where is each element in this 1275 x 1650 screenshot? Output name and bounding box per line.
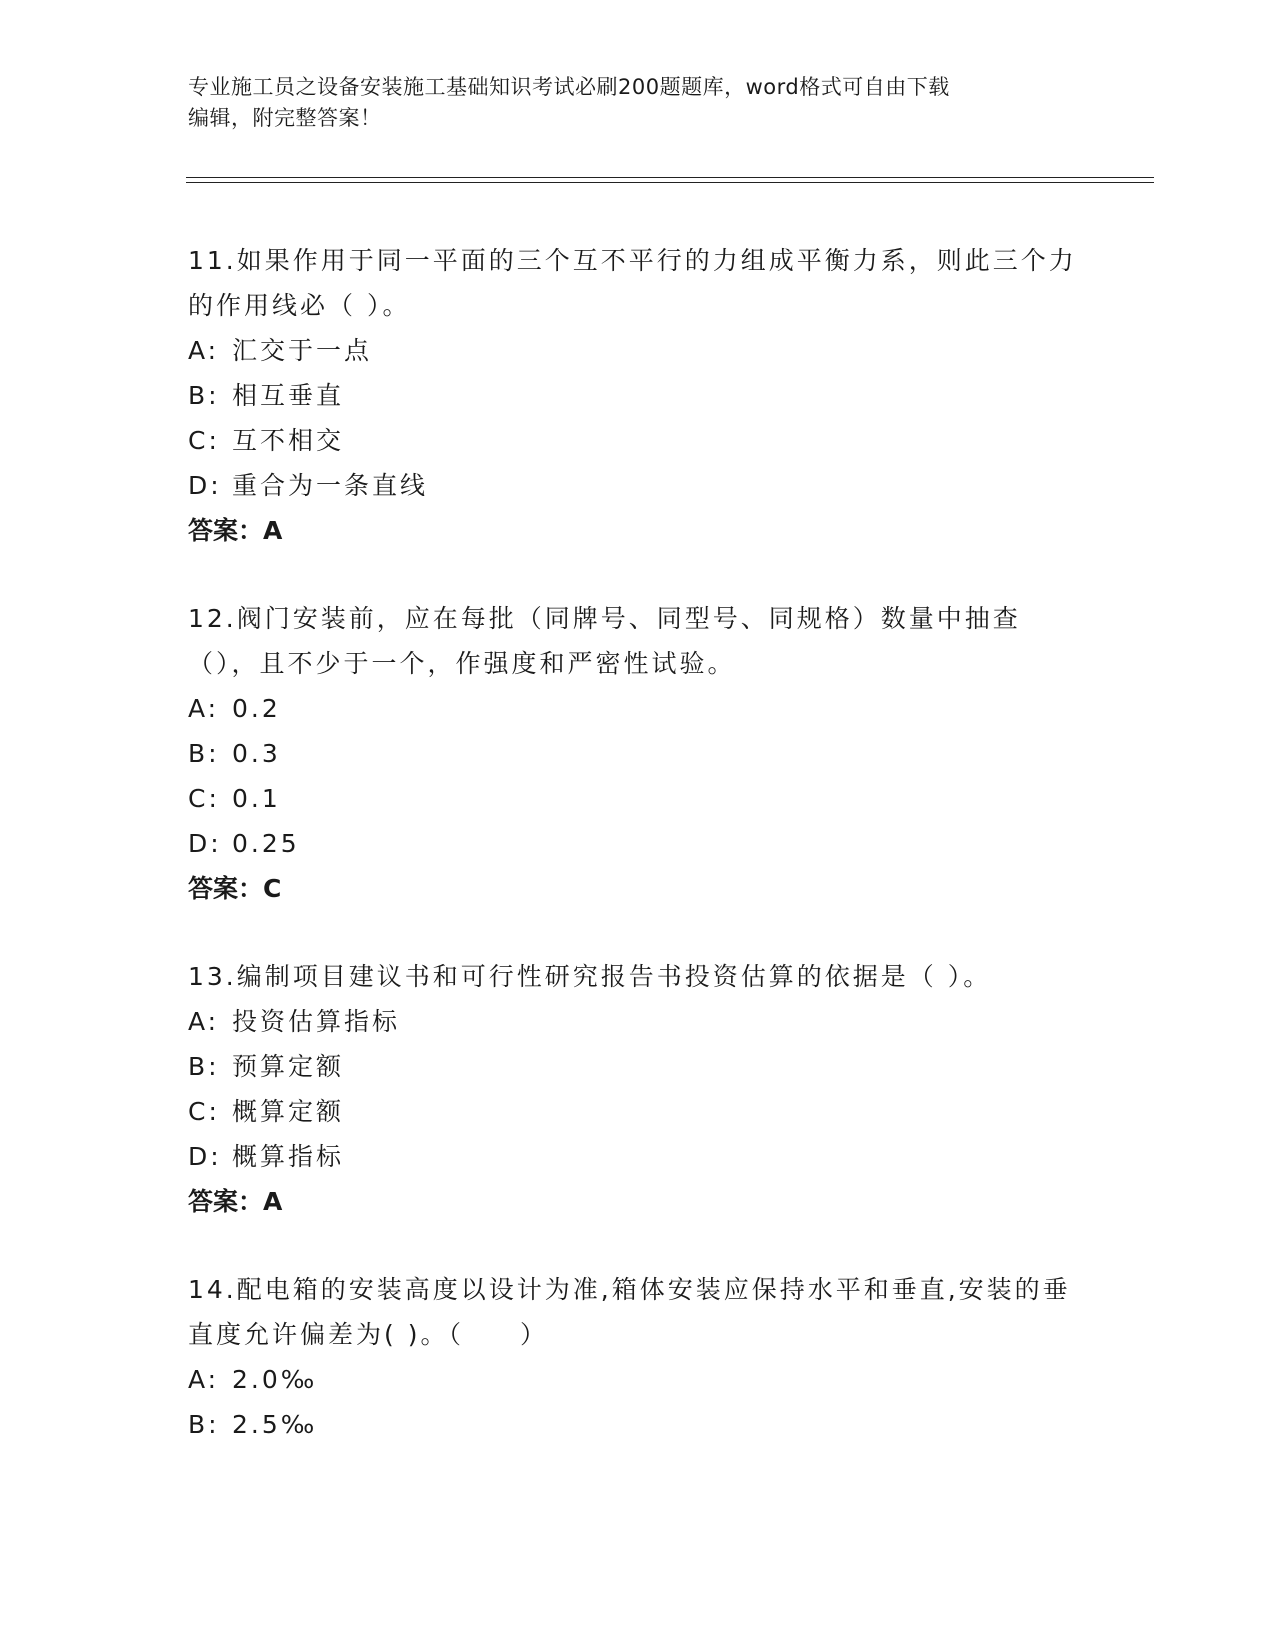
answer-line: 答案：A	[188, 1187, 283, 1216]
option-letter: D:	[188, 471, 222, 500]
option-letter: D:	[188, 829, 222, 858]
option-a	[188, 686, 1088, 731]
question-block-11	[188, 238, 1088, 553]
document-header	[188, 72, 1068, 134]
option-d	[188, 463, 1088, 508]
option-d	[188, 1134, 1088, 1179]
question-block-12	[188, 596, 1088, 911]
question-text: 12.阀门安装前，应在每批（同牌号、同型号、同规格）数量中抽查（），且不少于一个，作强度和严密性试验。	[188, 604, 1021, 678]
header-title-line1: 专业施工员之设备安装施工基础知识考试必刷200题题库，word格式可自由下载	[188, 75, 950, 99]
option-letter: B:	[188, 1052, 220, 1081]
option-b	[188, 373, 1088, 418]
header-divider-bottom	[186, 182, 1154, 183]
option-letter: B:	[188, 1410, 220, 1439]
question-text: 11.如果作用于同一平面的三个互不平行的力组成平衡力系，则此三个力的作用线必（ ）。	[188, 246, 1077, 320]
option-c	[188, 776, 1088, 821]
question-text: 14.配电箱的安装高度以设计为准,箱体安装应保持水平和垂直,安装的垂直度允许偏差为( )。（ ）	[188, 1275, 1071, 1349]
header-divider-top	[186, 177, 1154, 178]
option-letter: B:	[188, 739, 220, 768]
answer-line: 答案：A	[188, 516, 283, 545]
option-letter: C:	[188, 784, 220, 813]
option-letter: B:	[188, 381, 220, 410]
option-text: 2.0‰	[232, 1365, 318, 1394]
option-a	[188, 999, 1088, 1044]
option-b	[188, 1402, 1088, 1447]
option-text: 0.3	[232, 739, 281, 768]
option-c	[188, 1089, 1088, 1134]
option-a	[188, 1357, 1088, 1402]
option-d	[188, 821, 1088, 866]
option-letter: C:	[188, 1097, 220, 1126]
option-text: 概算定额	[232, 1097, 345, 1126]
option-text: 互不相交	[232, 426, 345, 455]
option-letter: A:	[188, 1365, 220, 1394]
option-b	[188, 731, 1088, 776]
option-text: 0.2	[232, 694, 281, 723]
option-letter: C:	[188, 426, 220, 455]
option-letter: A:	[188, 694, 220, 723]
option-b	[188, 1044, 1088, 1089]
option-letter: D:	[188, 1142, 222, 1171]
question-block-13	[188, 954, 1088, 1224]
header-title-line2: 编辑，附完整答案！	[188, 106, 382, 130]
option-text: 0.25	[232, 829, 300, 858]
option-a	[188, 328, 1088, 373]
option-letter: A:	[188, 1007, 220, 1036]
question-block-14	[188, 1267, 1088, 1447]
option-c	[188, 418, 1088, 463]
option-text: 投资估算指标	[232, 1007, 401, 1036]
option-text: 汇交于一点	[232, 336, 373, 365]
question-text: 13.编制项目建议书和可行性研究报告书投资估算的依据是（ ）。	[188, 962, 992, 991]
option-letter: A:	[188, 336, 220, 365]
option-text: 预算定额	[232, 1052, 345, 1081]
option-text: 概算指标	[232, 1142, 345, 1171]
option-text: 重合为一条直线	[232, 471, 429, 500]
option-text: 0.1	[232, 784, 281, 813]
question-list	[188, 238, 1088, 1490]
answer-line: 答案：C	[188, 874, 282, 903]
option-text: 2.5‰	[232, 1410, 318, 1439]
option-text: 相互垂直	[232, 381, 345, 410]
